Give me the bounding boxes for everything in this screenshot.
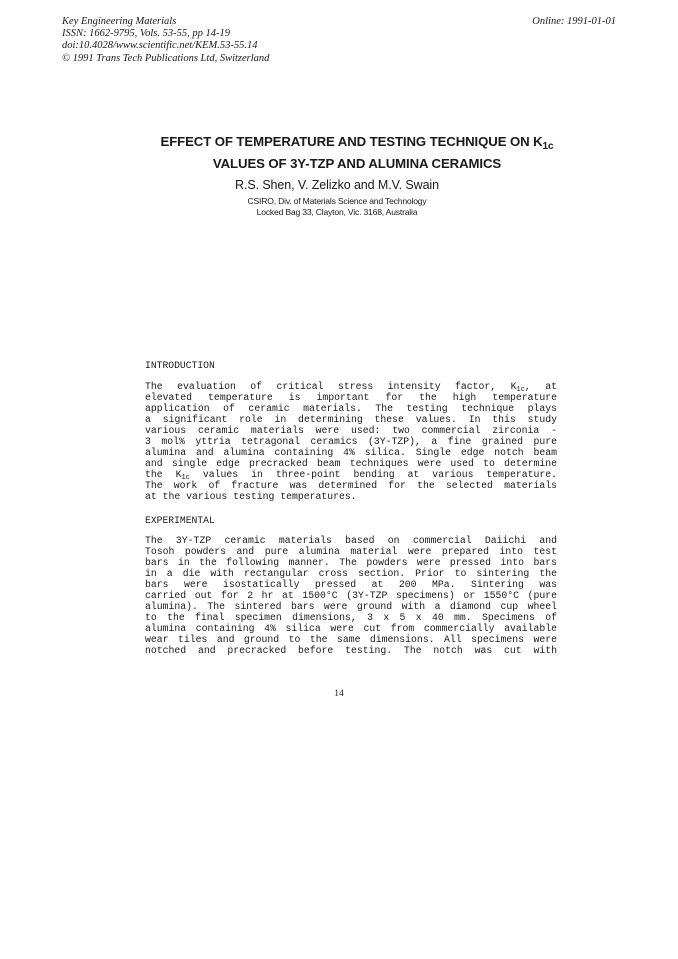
line-text: The evaluation of critical stress intensity factor, K: [145, 381, 517, 392]
paragraph-line: bars in the following manner. The powders were pressed into bars: [145, 557, 557, 568]
paragraph-line: notched and precracked before testing. The notch was cut with: [145, 645, 557, 656]
copyright-line: © 1991 Trans Tech Publications Ltd, Switzerland: [62, 52, 270, 64]
paragraph-line: to the final specimen dimensions, 3 x 5 x 40 mm. Specimens of: [145, 612, 557, 623]
authors: R.S. Shen, V. Zelizko and M.V. Swain: [235, 178, 439, 192]
paragraph-line: various ceramic materials were used: two commercial zirconia -: [145, 425, 557, 436]
paragraph-line: The work of fracture was determined for the selected materials: [145, 480, 557, 491]
introduction-heading: INTRODUCTION: [145, 360, 215, 371]
paragraph-line: [145, 469, 557, 480]
line-text: , at: [524, 381, 557, 392]
paragraph-line: application of ceramic materials. The testing technique plays: [145, 403, 557, 414]
paragraph-line: and single edge precracked beam techniques were used to determine: [145, 458, 557, 469]
doi-line: doi:10.4028/www.scientific.net/KEM.53-55.14: [62, 40, 258, 52]
line-text: the K: [145, 469, 182, 480]
paragraph-line: wear tiles and ground to the same dimensions. All specimens were: [145, 634, 557, 645]
experimental-paragraph: [145, 535, 557, 656]
paragraph-line: 3 mol% yttria tetragonal ceramics (3Y-TZP), a fine grained pure: [145, 436, 557, 447]
paragraph-line: The 3Y-TZP ceramic materials based on commercial Daiichi and: [145, 535, 557, 546]
title-line-1: [120, 133, 594, 155]
subscript: 1c: [516, 386, 525, 394]
introduction-paragraph: [145, 381, 557, 502]
paragraph-line: alumina). The sintered bars were ground with a diamond cup wheel: [145, 601, 557, 612]
journal-name: Key Engineering Materials: [62, 16, 177, 27]
title-line-1-text: EFFECT OF TEMPERATURE AND TESTING TECHNIQUE ON K: [160, 134, 543, 149]
title-subscript: 1c: [542, 141, 554, 152]
paragraph-line: a significant role in determining these values. In this study: [145, 414, 557, 425]
affiliation-line-2: Locked Bag 33, Clayton, Vic. 3168, Australia: [256, 207, 418, 217]
affiliation-line-1: CSIRO, Div. of Materials Science and Technology: [247, 196, 427, 206]
paragraph-line: at the various testing temperatures.: [145, 491, 357, 502]
title-line-2: VALUES OF 3Y-TZP AND ALUMINA CERAMICS: [212, 156, 502, 171]
experimental-heading: EXPERIMENTAL: [145, 515, 215, 526]
issn-line: ISSN: 1662-9795, Vols. 53-55, pp 14-19: [62, 28, 230, 40]
paragraph-line: [145, 381, 557, 392]
paragraph-line: carried out for 2 hr at 1500°C (3Y-TZP specimens) or 1550°C (pure: [145, 590, 557, 601]
paragraph-line: alumina containing 4% silica were cut from commercially available: [145, 623, 557, 634]
paragraph-line: elevated temperature is important for the high temperature: [145, 392, 557, 403]
paragraph-line: bars were isostatically pressed at 200 MPa. Sintering was: [145, 579, 557, 590]
paragraph-line: in a die with rectangular cross section. Prior to sintering the: [145, 568, 557, 579]
online-date: Online: 1991-01-01: [532, 16, 616, 27]
paragraph-line: alumina and alumina containing 4% silica. Single edge notch beam: [145, 447, 557, 458]
paper-title: [120, 133, 594, 172]
line-text: values in three-point bending at various temperature.: [189, 469, 557, 480]
subscript: 1c: [181, 474, 190, 482]
page-number: 14: [334, 689, 344, 699]
paragraph-line: Tosoh powders and pure alumina material were prepared into test: [145, 546, 557, 557]
